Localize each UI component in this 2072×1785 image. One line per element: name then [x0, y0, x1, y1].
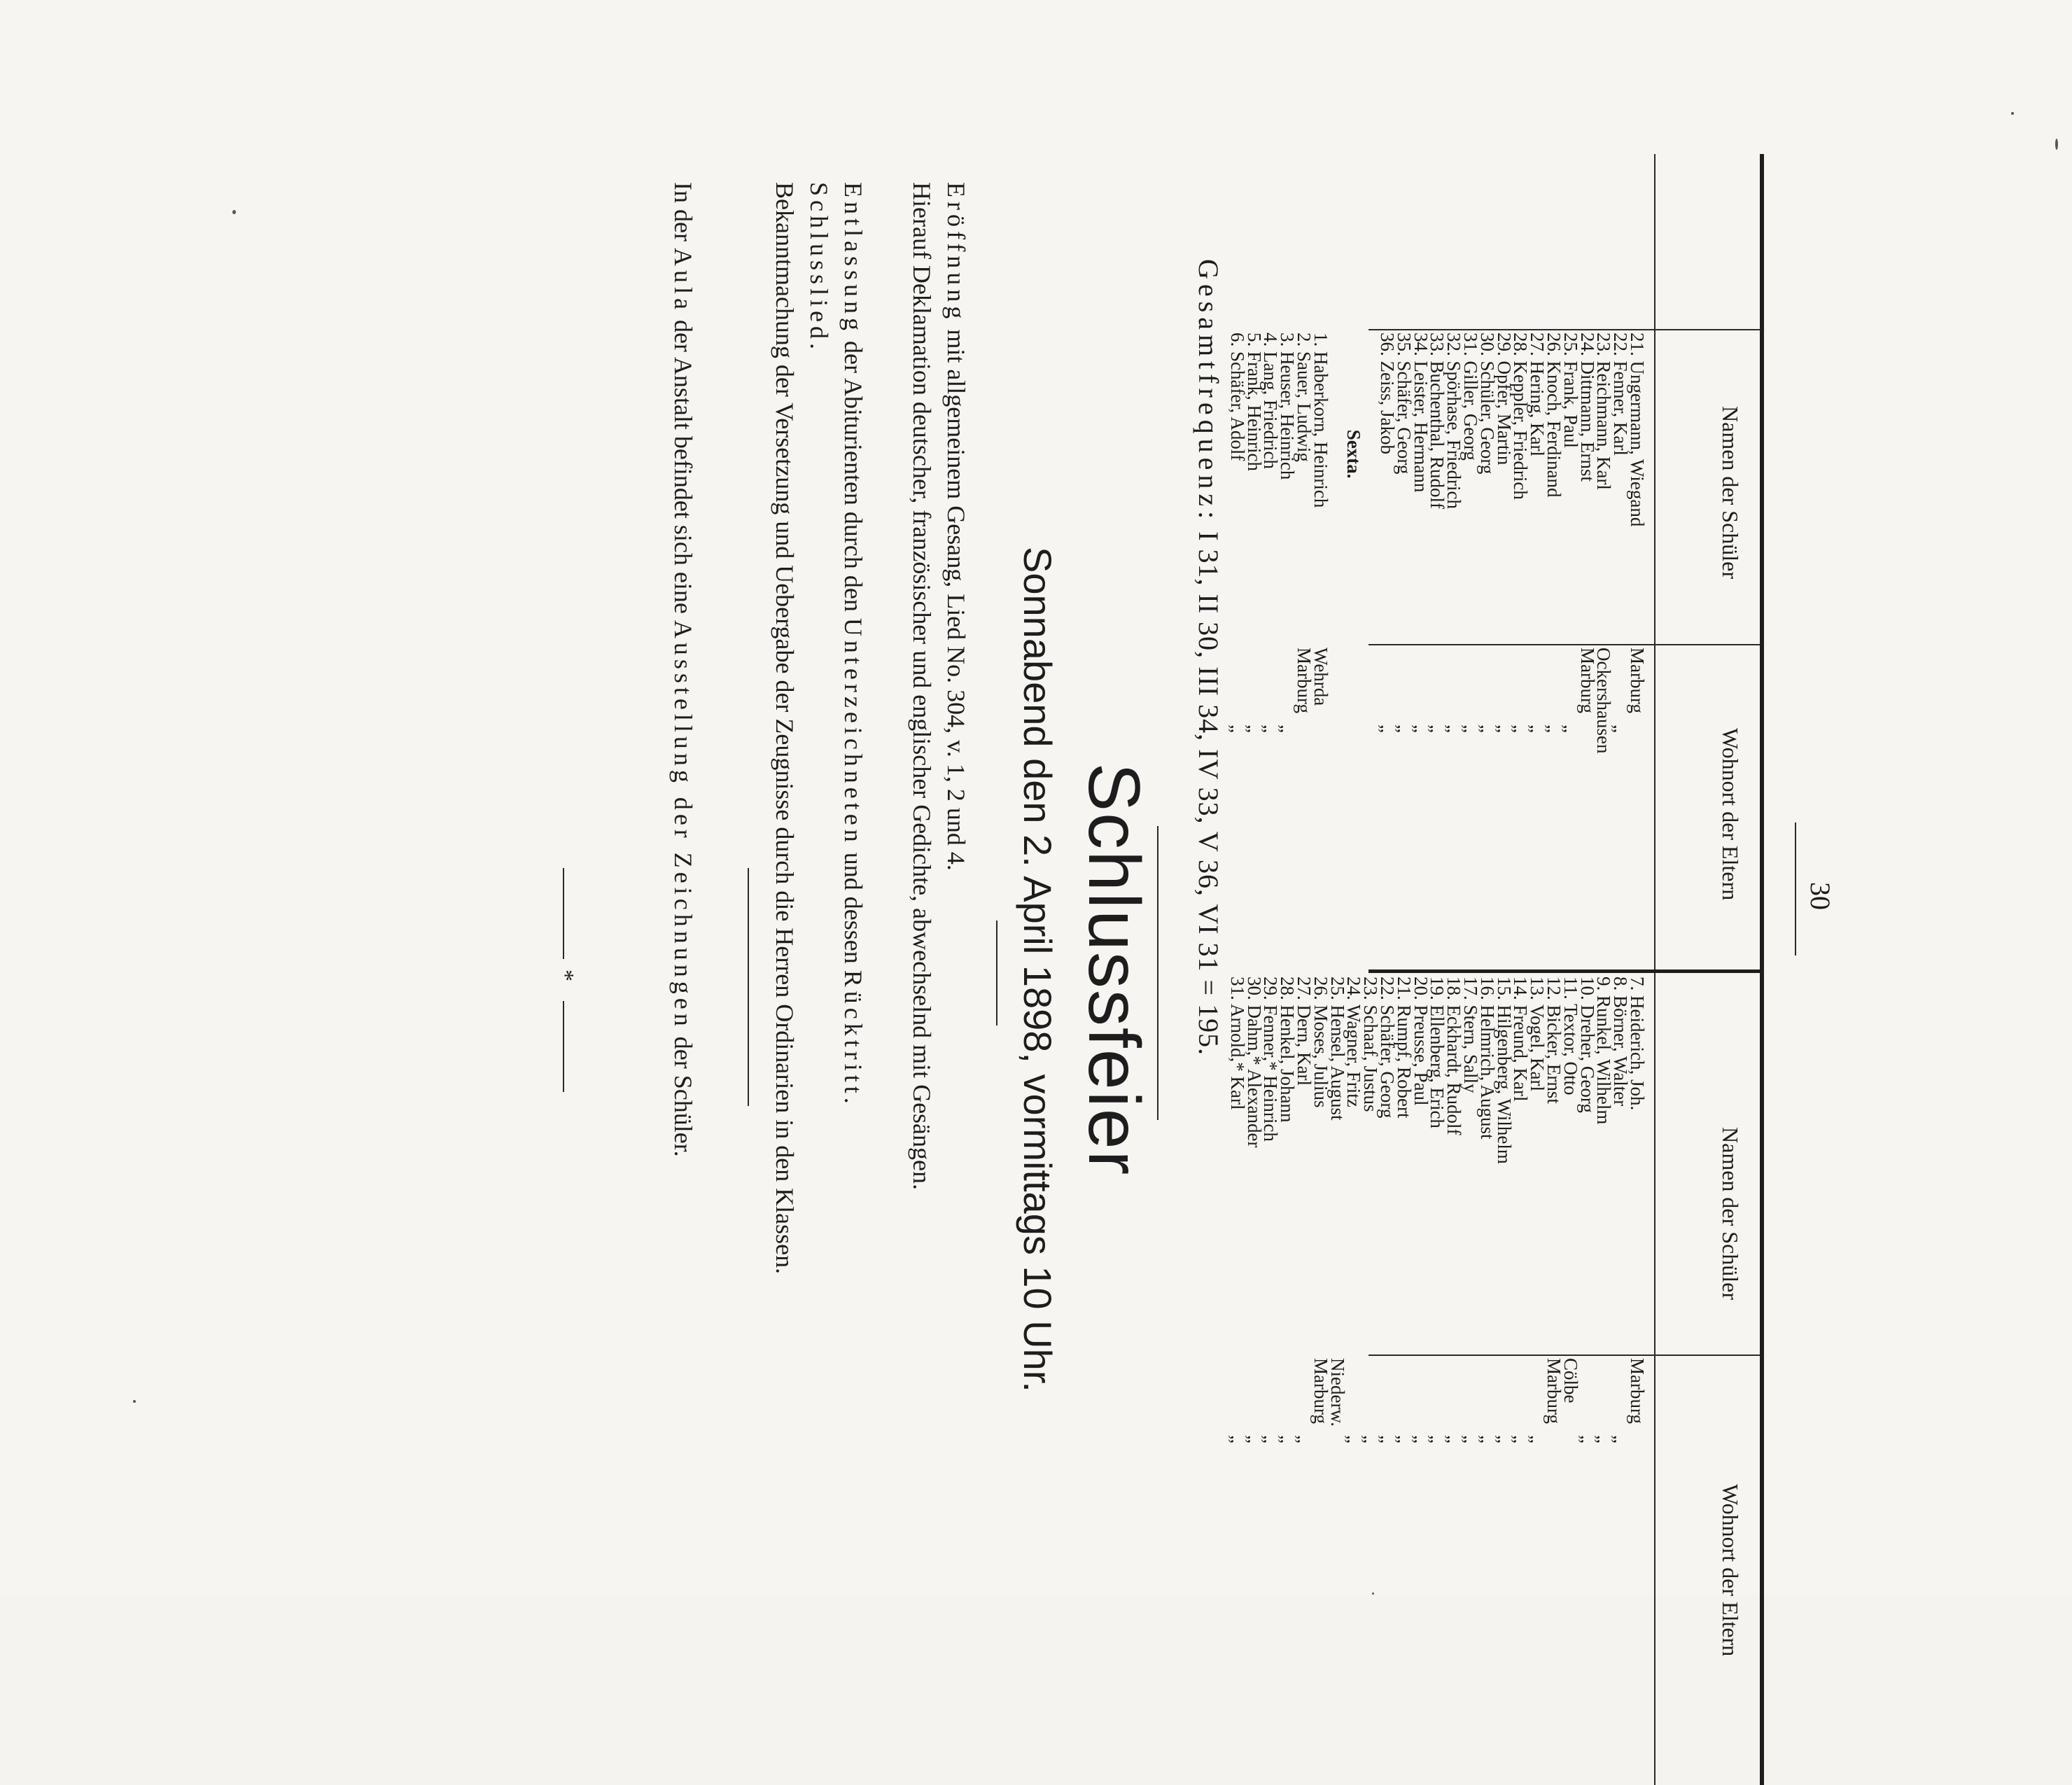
- residence-entry: „: [1610, 1435, 1632, 1443]
- residence-entry: „: [1377, 724, 1399, 733]
- header-names-right: Namen der Schüler: [1718, 1127, 1743, 1301]
- student-entry: 24. Dittmann, Ernst: [1576, 332, 1598, 482]
- student-entry: 29. Fenner,* Heinrich: [1260, 976, 1282, 1142]
- student-entry: 12. Bicker, Ernst: [1544, 976, 1565, 1104]
- student-entry: 22. Fenner, Karl: [1610, 332, 1632, 456]
- total-values: I 31, II 30, III 34, IV 33, V 36, VI 31 = 195.: [1193, 531, 1224, 1056]
- exhibition-text-b: der Anstalt befindet sich eine: [669, 313, 697, 620]
- residence-entry: Ockershausen: [1593, 648, 1615, 754]
- student-entry: 18. Eckhardt, Rudolf: [1443, 976, 1465, 1135]
- table-rule: [1368, 329, 1760, 330]
- exhibition-title: Ausstellung der Zeichnungen: [669, 620, 697, 1030]
- student-entry: 30. Schüler, Georg: [1476, 332, 1498, 475]
- rotated-page-content: [196, 154, 1883, 1785]
- ceremony-title: Schlussfeier: [1073, 762, 1154, 1177]
- end-ornament: [552, 868, 578, 1092]
- student-entry: 4. Lang, Friedrich: [1260, 332, 1282, 469]
- student-entry: 5. Frank, Heinrich: [1243, 332, 1265, 471]
- program-rule: [748, 868, 749, 1106]
- student-entry: 10. Dreher, Georg: [1576, 976, 1598, 1113]
- student-entry: 21. Ungermann, Wiegand: [1627, 332, 1648, 527]
- residence-entry: „: [1576, 1435, 1598, 1443]
- program-item-announcement: Bekanntmachung der Versetzung und Uebergabe der Zeugnisse durch die Herren Ordinarien in den Klassen.: [771, 182, 799, 1275]
- student-entry: 1. Haberkorn, Heinrich: [1310, 332, 1331, 508]
- table-rule: [1368, 1354, 1760, 1356]
- opening-label: Eröffnung: [942, 182, 970, 323]
- residence-entry: „: [1226, 724, 1248, 733]
- page-number: 30: [1805, 882, 1836, 910]
- residence-entry: „: [1294, 1435, 1315, 1443]
- program-item-declamation: Hierauf Deklamation deutscher, französischer und englischer Gedichte, abwechselnd mit Gesängen.: [908, 182, 936, 1191]
- residence-entry: Marburg: [1294, 648, 1315, 713]
- residence-entry: „: [1243, 724, 1265, 733]
- right-student-column: [1226, 976, 1648, 1164]
- residence-entry: „: [1427, 1435, 1448, 1443]
- student-entry: 11. Textor, Otto: [1560, 976, 1581, 1096]
- total-label: Gesamtfrequenz:: [1193, 259, 1224, 524]
- residence-entry: Marburg: [1627, 648, 1648, 713]
- residence-entry: „: [1260, 1435, 1282, 1443]
- residence-entry: „: [1410, 1435, 1432, 1443]
- dismissal-text-2: und dessen: [839, 846, 867, 970]
- exhibition-text-a: In der: [669, 182, 697, 248]
- student-entry: 25. Frank, Paul: [1560, 332, 1581, 448]
- student-entry: 7. Heiderich, Joh.: [1627, 976, 1648, 1111]
- residence-entry: „: [1277, 724, 1298, 733]
- student-entry: 23. Schaaf, Justus: [1360, 976, 1382, 1112]
- student-entry: 22. Schäfer, Georg: [1377, 976, 1399, 1119]
- residence-entry: „: [1593, 1435, 1615, 1443]
- residence-entry: „: [1243, 1435, 1265, 1443]
- aula-text: Aula: [669, 247, 697, 314]
- residence-entry: Marburg: [1576, 648, 1598, 713]
- table-center-rule: [1368, 969, 1760, 973]
- residence-entry: „: [1460, 724, 1482, 733]
- residence-entry: „: [1393, 1435, 1415, 1443]
- total-frequency: [1192, 259, 1225, 1056]
- residence-entry: „: [1443, 1435, 1465, 1443]
- student-entry: 27. Dern, Karl: [1294, 976, 1315, 1086]
- dismissal-label: Entlassung: [839, 182, 867, 335]
- residence-entry: „: [1410, 724, 1432, 733]
- dismissal-text: der Abiturienten durch den: [839, 335, 867, 618]
- program-item-closing-song: Schlusslied.: [805, 182, 833, 354]
- header-names-left: Namen der Schüler: [1718, 406, 1743, 580]
- residence-entry: „: [1544, 724, 1565, 733]
- subtitle-rule: [996, 920, 997, 1026]
- residence-entry: Niederw.: [1326, 1358, 1348, 1427]
- student-entry: 13. Vogel, Karl: [1527, 976, 1548, 1091]
- header-residence-right: Wohnort der Eltern: [1718, 1484, 1743, 1657]
- header-residence-left: Wohnort der Eltern: [1718, 728, 1743, 901]
- student-entry: 9. Runkel, Wilhelm: [1593, 976, 1615, 1125]
- residence-entry: Cölbe: [1560, 1358, 1581, 1404]
- student-entry: 29. Opfer, Martin: [1493, 332, 1515, 465]
- student-entry: 2. Sauer, Ludwig: [1294, 332, 1315, 462]
- residence-entry: „: [1493, 1435, 1515, 1443]
- residence-entry: „: [1527, 1435, 1548, 1443]
- student-entry: 8. Börner, Walter: [1610, 976, 1632, 1107]
- student-entry: 28. Henkel, Johann: [1277, 976, 1298, 1123]
- residence-entry: Marburg: [1310, 1358, 1331, 1424]
- student-entry: 6. Schäfer, Adolf: [1226, 332, 1248, 461]
- student-entry: 31. Giller, Georg: [1460, 332, 1482, 461]
- student-entry: 31. Arnold,* Karl: [1226, 976, 1248, 1110]
- residence-entry: „: [1277, 1435, 1298, 1443]
- student-entry: 3. Heuser, Heinrich: [1277, 332, 1298, 480]
- page-number-rule: [1795, 822, 1796, 955]
- student-entry: 20. Preusse, Paul: [1410, 976, 1432, 1106]
- left-student-column: [1226, 332, 1648, 527]
- residence-entry: „: [1443, 724, 1465, 733]
- retirement-text: Rücktritt.: [839, 969, 867, 1108]
- student-entry: 15. Hilgenberg, Wilhelm: [1493, 976, 1515, 1164]
- residence-entry: Wehrda: [1310, 648, 1331, 706]
- opening-text: mit allgemeinem Gesang, Lied No. 304, v. 1, 2 und 4.: [942, 323, 970, 871]
- student-entry: 17. Stern, Sally: [1460, 976, 1482, 1093]
- exhibition-text-c: der Schüler.: [669, 1030, 697, 1157]
- residence-entry: „: [1377, 1435, 1399, 1443]
- section-heading-sexta: Sexta.: [1343, 429, 1365, 479]
- spacer-row: [1362, 332, 1378, 526]
- residence-entry: „: [1527, 724, 1548, 733]
- program-item-opening: [939, 182, 973, 1785]
- student-entry: 23. Reichmann, Karl: [1593, 332, 1615, 490]
- exhibition-note: [666, 154, 700, 1757]
- student-entry: 36. Zeiss, Jakob: [1377, 332, 1399, 454]
- signatory-text: Unterzeichneten: [839, 617, 867, 846]
- residence-entry: „: [1460, 1435, 1482, 1443]
- residence-entry: Marburg: [1544, 1358, 1565, 1424]
- student-entry: 28. Keppler, Friedrich: [1510, 332, 1532, 500]
- student-entry: 19. Ellenberg, Erich: [1427, 976, 1448, 1128]
- spacer-row: [1345, 648, 1362, 753]
- table-rule: [1368, 644, 1760, 645]
- student-entry: 25. Hensel, August: [1326, 976, 1348, 1121]
- student-entry: 34. Leister, Hermann: [1410, 332, 1432, 493]
- student-entry: 16. Helmrich, August: [1476, 976, 1498, 1140]
- student-entry: 26. Knoch, Ferdinand: [1544, 332, 1565, 498]
- residence-entry: „: [1427, 724, 1448, 733]
- spacer-row: [1362, 648, 1378, 753]
- student-entry: 30. Dahm,* Alexander: [1243, 976, 1265, 1148]
- student-entry: 27. Hering, Karl: [1527, 332, 1548, 456]
- section-rule: [1157, 826, 1158, 1120]
- residence-entry: „: [1510, 724, 1532, 733]
- residence-entry: „: [1510, 1435, 1532, 1443]
- residence-entry: „: [1476, 724, 1498, 733]
- student-entry: 33. Buchenthal, Rudolf: [1427, 332, 1448, 509]
- residence-entry: „: [1360, 1435, 1382, 1443]
- residence-entry: „: [1493, 724, 1515, 733]
- student-entry: 24. Wagner, Fritz: [1343, 976, 1365, 1107]
- residence-entry: „: [1476, 1435, 1498, 1443]
- residence-entry: „: [1393, 724, 1415, 733]
- ceremony-subtitle: Sonnabend den 2. April 1898, vormittags 10 Uhr.: [1016, 547, 1060, 1392]
- student-entry: 21. Rumpf, Robert: [1393, 976, 1415, 1119]
- residence-entry: Marburg: [1627, 1358, 1648, 1424]
- right-residence-column: [1226, 1358, 1648, 1443]
- residence-entry: „: [1226, 1435, 1248, 1443]
- student-entry: 26. Moses, Julius: [1310, 976, 1331, 1108]
- residence-entry: „: [1343, 1435, 1365, 1443]
- asterisk-ornament: *: [552, 969, 578, 981]
- residence-entry: „: [1560, 724, 1581, 733]
- student-entry: 32. Spörhase, Friedrich: [1443, 332, 1465, 509]
- left-residence-column: [1226, 648, 1648, 754]
- student-entry: 14. Freund, Karl: [1510, 976, 1532, 1102]
- student-entry: 35. Schäfer, Georg: [1393, 332, 1415, 475]
- residence-entry: „: [1260, 724, 1282, 733]
- program-item-dismissal: [836, 182, 870, 1785]
- residence-entry: „: [1610, 724, 1632, 733]
